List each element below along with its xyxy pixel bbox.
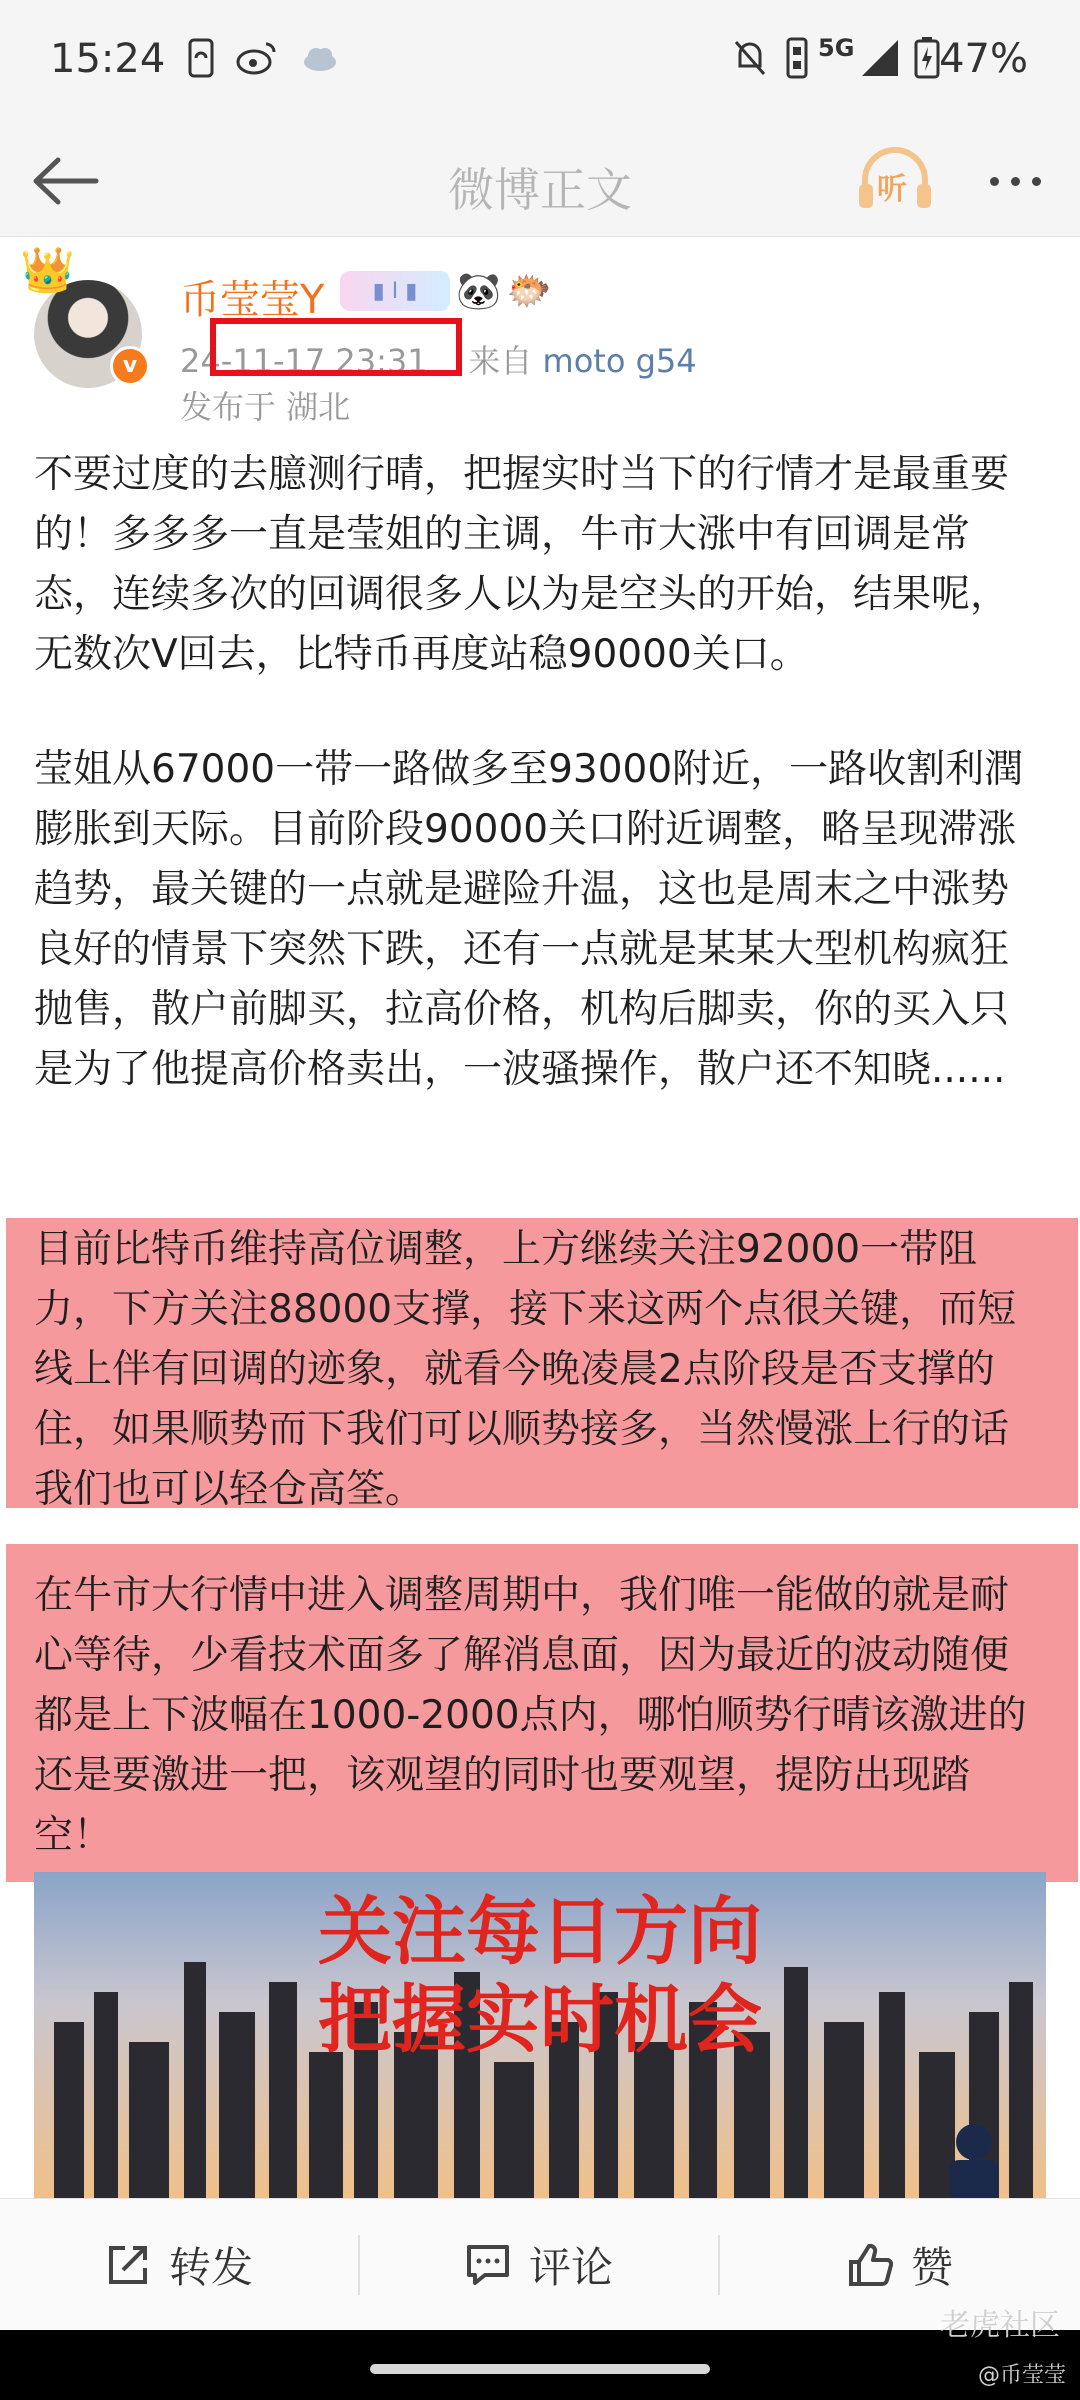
status-bar [0, 0, 1080, 126]
vibrate-icon [782, 36, 812, 80]
post-paragraph-3: 目前比特币维持高位调整，上方继续关注92000一带阻力，下方关注88000支撑，接下来这两个点很关键，而短线上伴有回调的迹象，就看今晚凌晨2点阶段是否支撑的住，如果顺势而下我们可以顺势接多，当然慢涨上行的话我们也可以轻仓高筌。 [34, 1227, 1017, 1512]
listen-label: 听 [877, 172, 907, 207]
more-dots-icon [990, 177, 999, 186]
post-paragraph-4: 在牛市大行情中进入调整周期中，我们唯一能做的就是耐心等待，少看技术面多了解消息面，因为最近的波动随便都是上下波幅在1000-2000点内，哪怕顺势行晴该激进的还是要激进一把，该观望的同时也要观望，提防出现踏空！ [34, 1573, 1027, 1858]
comment-label: 评论 [528, 2243, 613, 2292]
post-source[interactable]: moto g54 [542, 342, 697, 380]
source-prefix: 来自 [468, 342, 533, 380]
network-type: 5G [818, 34, 855, 62]
more-button[interactable] [975, 156, 1055, 206]
listen-button[interactable] [855, 146, 935, 216]
vip-card-icon[interactable]: ▮ I ▮ [340, 271, 450, 311]
watermark-handle: @币莹莹 [977, 2363, 1066, 2388]
top-nav [0, 126, 1080, 237]
verified-badge-icon: v [110, 346, 150, 386]
system-gesture-bar [0, 2330, 1080, 2400]
fish-icon[interactable]: 🐡 [506, 271, 552, 312]
thumbs-up-icon [847, 2242, 893, 2288]
post-paragraph-2: 莹姐从67000一带一路做多至93000附近，一路收割利潤膨胀到天际。目前阶段90000关口附近调整，略呈现滞涨趋势，最关键的一点就是避险升温，这也是周末之中涨势良好的情景下突然下跌，还有一点就是某某大型机构疯狂抛售，散户前脚买，拉高价格，机构后脚卖，你的买入只是为了他提高价格卖出，一波骚操作，散户还不知晓...... [34, 747, 1024, 1092]
annotation-highlight-box [210, 318, 462, 376]
repost-label: 转发 [168, 2243, 253, 2292]
banner-line-2: 把握实时机会 [318, 1977, 762, 2063]
watermark-community: 老虎社区 [940, 2308, 1060, 2343]
share-icon [105, 2242, 151, 2288]
cloud-icon [300, 36, 340, 80]
like-label: 赞 [910, 2243, 953, 2292]
home-gesture-pill[interactable] [370, 2364, 710, 2374]
post-timestamp: 24-11-17 23:31 [180, 342, 428, 380]
panda-icon[interactable]: 🐼 [456, 271, 501, 312]
comment-icon [465, 2243, 511, 2287]
weibo-icon [236, 36, 278, 80]
post-paragraph-1: 不要过度的去臆测行晴，把握实时当下的行情才是最重要的！多多多一直是莹姐的主调，牛市大涨中有回调是常态，连续多次的回调很多人以为是空头的开始，结果呢，无数次V回去，比特币再度站稳90000关口。 [34, 452, 1010, 677]
bottom-action-bar [0, 2198, 1080, 2331]
page-title: 微博正文 [448, 163, 632, 217]
battery-percent: 47% [939, 36, 1028, 82]
comment-button[interactable] [360, 2199, 718, 2331]
status-time: 15:24 [50, 36, 166, 82]
user-badges [340, 270, 552, 312]
crown-icon: 👑 [20, 245, 75, 296]
repost-button[interactable] [0, 2199, 358, 2331]
post-image[interactable] [34, 1872, 1046, 2198]
battery-icon [914, 36, 940, 80]
phone-sync-icon [186, 36, 216, 80]
signal-icon [860, 36, 900, 80]
bell-off-icon [732, 36, 768, 80]
author-name[interactable]: 币莹莹Y [180, 277, 325, 323]
post-header [0, 236, 1080, 436]
post-location: 发布于 湖北 [180, 388, 351, 426]
banner-line-1: 关注每日方向 [318, 1889, 762, 1975]
